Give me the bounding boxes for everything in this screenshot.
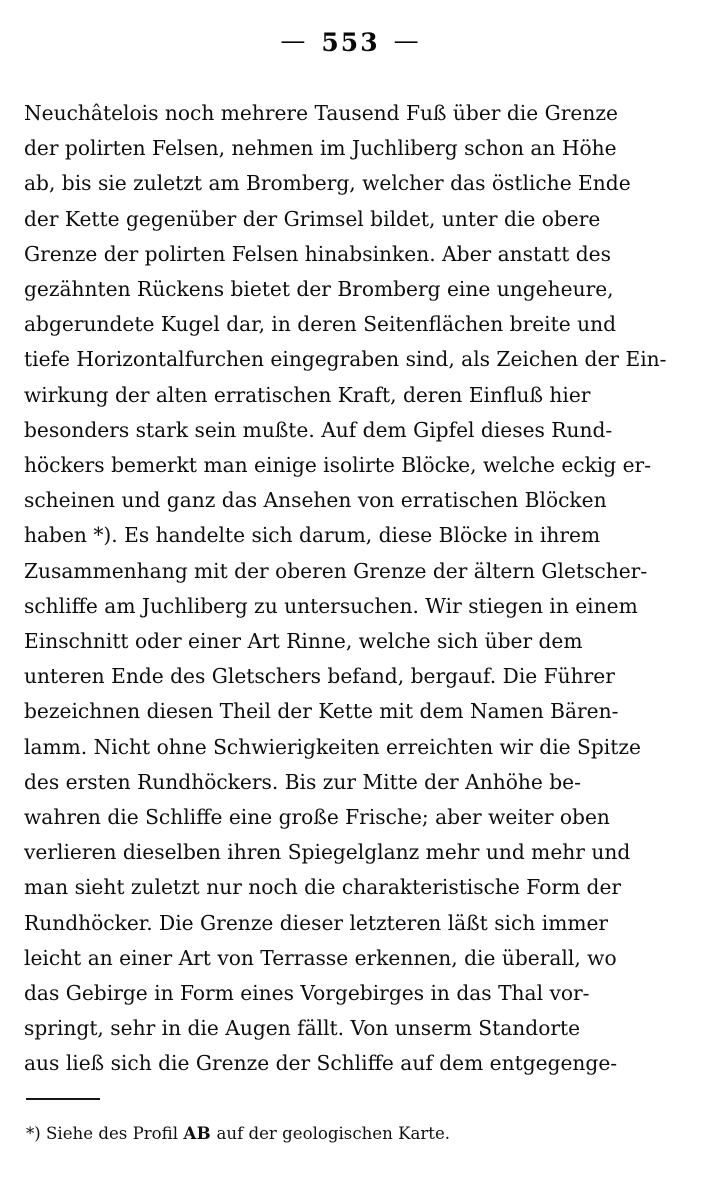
footnote-text-after: auf der geologischen Karte. [211,1124,451,1143]
body-text [24,96,676,1082]
body-line: aus ließ sich die Grenze der Schliffe auf dem entgegenge- [24,1051,618,1076]
body-line: man sieht zuletzt nur noch die charakteristische Form der [24,875,622,900]
body-line: leicht an einer Art von Terrasse erkennen, die überall, wo [24,945,617,970]
body-line: bezeichnen diesen Theil der Kette mit dem Namen Bären- [24,699,619,724]
body-line: wirkung der alten erratischen Kraft, deren Einfluß hier [24,382,591,407]
body-line: unteren Ende des Gletschers befand, bergauf. Die Führer [24,664,615,689]
header-dash-right: — [393,26,421,55]
body-line: schliffe am Juchliberg zu untersuchen. Wir stiegen in einem [24,593,638,618]
footnote-marker: *) [26,1124,41,1143]
body-line: Einschnitt oder einer Art Rinne, welche sich über dem [24,629,583,654]
body-line: des ersten Rundhöckers. Bis zur Mitte der Anhöhe be- [24,769,581,794]
body-line: lamm. Nicht ohne Schwierigkeiten erreichten wir die Spitze [24,734,641,759]
body-line: scheinen und ganz das Ansehen von erratischen Blöcken [24,488,607,513]
page-number: 553 [321,28,380,57]
body-line: das Gebirge in Form eines Vorgebirges in das Thal vor- [24,981,590,1006]
body-line: höckers bemerkt man einige isolirte Blöcke, welche eckig er- [24,453,652,478]
body-line: haben *). Es handelte sich darum, diese Blöcke in ihrem [24,523,601,548]
footnote-emphasis: AB [183,1123,212,1143]
body-line: Zusammenhang mit der oberen Grenze der ältern Gletscher- [24,558,648,583]
body-line: Grenze der polirten Felsen hinabsinken. Aber anstatt des [24,241,611,266]
body-line: tiefe Horizontalfurchen eingegraben sind, als Zeichen der Ein- [24,347,667,372]
body-line: springt, sehr in die Augen fällt. Von unserm Standorte [24,1016,581,1041]
page-header [0,28,701,57]
body-line: gezähnten Rückens bietet der Bromberg eine ungeheure, [24,277,614,302]
footnote [26,1122,666,1145]
body-line: wahren die Schliffe eine große Frische; aber weiter oben [24,805,610,830]
body-line: der polirten Felsen, nehmen im Juchliberg schon an Höhe [24,136,617,161]
body-line: verlieren dieselben ihren Spiegelglanz mehr und mehr und [24,840,631,865]
footnote-text-before: Siehe des Profil [40,1124,184,1143]
body-line: Neuchâtelois noch mehrere Tausend Fuß über die Grenze [24,101,618,125]
footnote-separator [26,1098,100,1100]
body-line: Rundhöcker. Die Grenze dieser letzteren läßt sich immer [24,910,609,935]
body-line: abgerundete Kugel dar, in deren Seitenflächen breite und [24,312,617,337]
body-line: der Kette gegenüber der Grimsel bildet, unter die obere [24,206,601,231]
body-line: ab, bis sie zuletzt am Bromberg, welcher das östliche Ende [24,171,631,196]
header-dash-left: — [280,26,308,55]
body-line: besonders stark sein mußte. Auf dem Gipfel dieses Rund- [24,417,613,442]
